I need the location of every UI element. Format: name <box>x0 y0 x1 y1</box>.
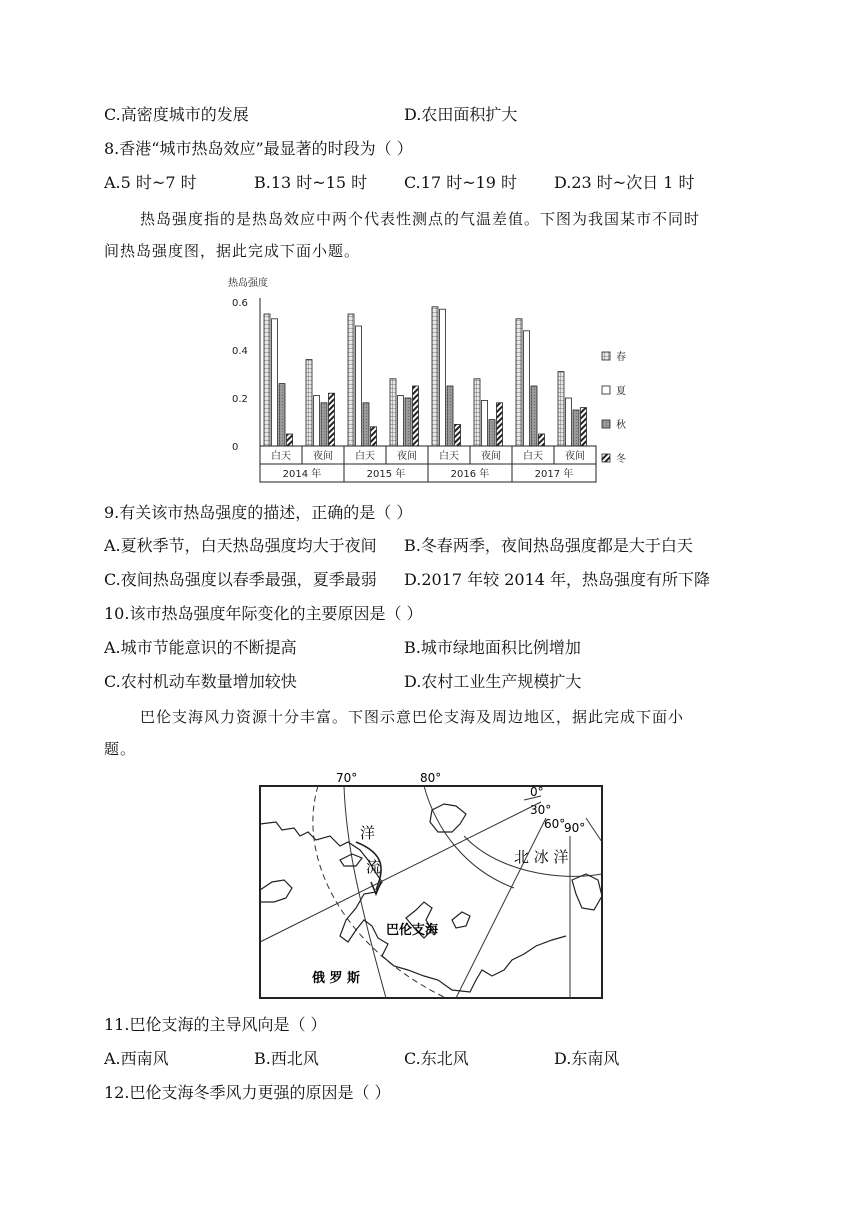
lon-70-label: 70° <box>336 771 358 785</box>
q9-option-a: A.夏秋季节，白天热岛强度均大于夜间 <box>104 536 377 555</box>
bar <box>524 331 530 446</box>
intro-barents-line1: 巴伦支海风力资源十分丰富。下图示意巴伦支海及周边地区，据此完成下面小 <box>140 708 685 726</box>
q11-option-d: D.东南风 <box>554 1049 620 1068</box>
q12-stem: 12.巴伦支海冬季风力更强的原因是（ ） <box>104 1083 391 1102</box>
bar <box>489 420 495 446</box>
lon-30-label: 30° <box>530 803 552 817</box>
legend-swatch <box>602 352 610 360</box>
q9-option-b: B.冬春两季，夜间热岛强度都是大于白天 <box>404 536 693 555</box>
q9-stem: 9.有关该市热岛强度的描述，正确的是（ ） <box>104 503 413 522</box>
bar <box>306 360 312 446</box>
bar <box>348 314 354 446</box>
lon-0-label: 0° <box>530 785 544 799</box>
chart-ylabel: 热岛强度 <box>228 278 268 289</box>
bar <box>398 396 404 446</box>
y-tick-label: 0.2 <box>232 394 248 405</box>
year-label: 2017 年 <box>534 469 574 480</box>
bar <box>482 400 488 446</box>
barents-sea-map <box>256 770 606 1000</box>
label-arctic-ocean: 北 冰 洋 <box>514 848 569 866</box>
q10-option-c: C.农村机动车数量增加较快 <box>104 672 297 691</box>
bar <box>531 386 537 446</box>
intro-heat-line2: 间热岛强度图，据此完成下面小题。 <box>104 242 361 260</box>
q8-stem: 8.香港“城市热岛效应”最显著的时段为（ ） <box>104 139 413 158</box>
label-yang-atlantic: 洋 <box>360 824 376 842</box>
bar <box>413 386 419 446</box>
bar <box>573 410 579 446</box>
bar <box>405 398 411 446</box>
bar <box>356 326 362 446</box>
q8-option-c: C.17 时~19 时 <box>404 173 518 192</box>
bar <box>474 379 480 446</box>
period-label: 夜间 <box>397 451 417 462</box>
period-label: 夜间 <box>481 451 501 462</box>
q11-option-a: A.西南风 <box>104 1049 169 1068</box>
period-label: 白天 <box>523 451 543 462</box>
lon-90-label: 90° <box>564 821 586 835</box>
label-liu: 流 <box>366 858 382 876</box>
intro-heat-line1: 热岛强度指的是热岛效应中两个代表性测点的气温差值。下图为我国某市不同时 <box>140 210 701 228</box>
q9-option-c: C.夜间热岛强度以春季最强，夏季最弱 <box>104 570 377 589</box>
legend-label: 春 <box>616 352 626 363</box>
bar <box>447 386 453 446</box>
lon-60-label: 60° <box>544 817 566 831</box>
q7-option-c: C.高密度城市的发展 <box>104 105 249 124</box>
q10-option-b: B.城市绿地面积比例增加 <box>404 638 581 657</box>
q10-stem: 10.该市热岛强度年际变化的主要原因是（ ） <box>104 604 423 623</box>
q7-option-d: D.农田面积扩大 <box>404 105 518 124</box>
bar <box>264 314 270 446</box>
intro-barents-line2: 题。 <box>104 740 137 758</box>
bar <box>390 379 396 446</box>
bar <box>497 403 503 446</box>
bar <box>432 307 438 446</box>
q8-option-d: D.23 时~次日 1 时 <box>554 173 695 192</box>
bar <box>440 309 446 446</box>
legend-label: 秋 <box>616 420 626 431</box>
period-label: 夜间 <box>565 451 585 462</box>
legend-swatch <box>602 454 610 462</box>
y-tick-label: 0.4 <box>232 346 248 357</box>
y-tick-label: 0.6 <box>232 298 248 309</box>
bar <box>321 403 327 446</box>
period-label: 白天 <box>271 451 291 462</box>
q8-option-b: B.13 时~15 时 <box>254 173 368 192</box>
bar <box>314 396 320 446</box>
legend-swatch <box>602 386 610 394</box>
bar <box>279 384 285 446</box>
q8-option-a: A.5 时~7 时 <box>104 173 197 192</box>
q11-option-c: C.东北风 <box>404 1049 469 1068</box>
legend-label: 冬 <box>616 454 626 465</box>
period-label: 白天 <box>355 451 375 462</box>
q11-option-b: B.西北风 <box>254 1049 319 1068</box>
bar <box>558 372 564 446</box>
bar <box>455 424 461 446</box>
label-russia: 俄 罗 斯 <box>312 971 361 986</box>
year-label: 2015 年 <box>366 469 406 480</box>
bar <box>516 319 522 446</box>
bar <box>363 403 369 446</box>
bar <box>566 398 572 446</box>
label-barents-sea: 巴伦支海 <box>386 923 439 938</box>
y-tick-label: 0 <box>232 442 239 453</box>
q9-option-d: D.2017 年较 2014 年，热岛强度有所下降 <box>404 570 711 589</box>
q11-stem: 11.巴伦支海的主导风向是（ ） <box>104 1015 327 1034</box>
bar <box>329 393 335 446</box>
year-label: 2014 年 <box>282 469 322 480</box>
period-label: 夜间 <box>313 451 333 462</box>
legend-label: 夏 <box>616 386 626 397</box>
lon-80-label: 80° <box>420 771 442 785</box>
q10-option-d: D.农村工业生产规模扩大 <box>404 672 582 691</box>
legend-swatch <box>602 420 610 428</box>
year-label: 2016 年 <box>450 469 490 480</box>
bar <box>272 319 278 446</box>
bar <box>371 427 377 446</box>
q10-option-a: A.城市节能意识的不断提高 <box>104 638 297 657</box>
heat-island-bar-chart <box>228 272 648 492</box>
bar <box>539 434 545 446</box>
bar <box>581 408 587 446</box>
period-label: 白天 <box>439 451 459 462</box>
bar <box>287 434 293 446</box>
